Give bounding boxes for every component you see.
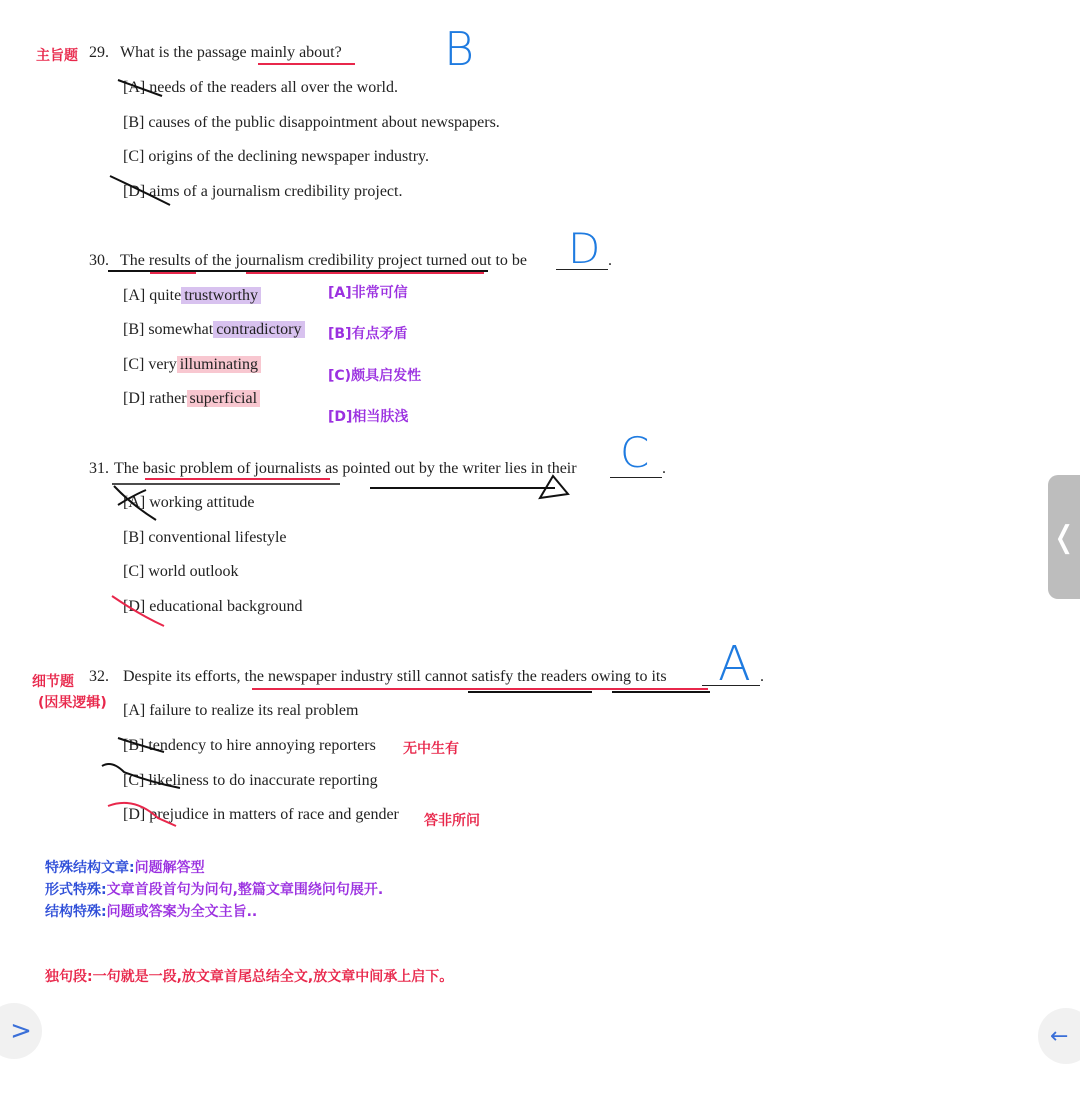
q32-stem: Despite its efforts, the newspaper industry still cannot satisfy the readers owing to its — [123, 668, 667, 685]
q29-handwritten-answer: B — [444, 22, 475, 76]
q29-option-b: [B] causes of the public disappointment about newspapers. — [123, 114, 500, 131]
note-special-structure-label: 特殊结构文章: — [45, 860, 135, 876]
note-structure-special-text: 问题或答案为全文主旨.. — [106, 904, 258, 920]
q31-option-a: [A] working attitude — [123, 494, 255, 511]
q31-arrow-head — [540, 476, 568, 498]
note-structure-special-label: 结构特殊: — [45, 904, 107, 920]
q30-option-c — [123, 356, 261, 374]
note-form-special — [45, 879, 383, 899]
q30-handwritten-answer: D — [568, 224, 601, 273]
q31-period: . — [662, 460, 666, 477]
q30-option-a-highlight: trustworthy — [181, 287, 261, 304]
q32-number: 32. — [89, 668, 109, 685]
q30-number: 30. — [89, 252, 109, 269]
q30-option-d-prefix: [D] rather — [123, 390, 187, 407]
q30-option-b-highlight: contradictory — [213, 321, 304, 338]
q32-option-c: [C] likeliness to do inaccurate reporting — [123, 772, 378, 789]
chevron-left-icon: ❬ — [1051, 519, 1077, 555]
q32-note-d: 答非所问 — [424, 813, 480, 829]
q31-option-d: [D] educational background — [123, 598, 303, 615]
q29-number: 29. — [89, 44, 109, 61]
q32-period: . — [760, 668, 764, 685]
q31-handwritten-answer: C — [620, 428, 650, 477]
question-type-tag-main-idea: 主旨题 — [36, 48, 78, 64]
q29-stem: What is the passage mainly about? — [120, 44, 342, 61]
q30-option-d — [123, 390, 260, 408]
q31-option-c: [C] world outlook — [123, 563, 239, 580]
q32-option-a: [A] failure to realize its real problem — [123, 702, 359, 719]
note-form-special-text: 文章首段首句为问句,整篇文章围绕问句展开. — [106, 882, 384, 898]
next-page-button[interactable] — [0, 1003, 42, 1059]
note-single-sentence-paragraph: 独句段:一句就是一段,放文章首尾总结全文,放文章中间承上启下。 — [45, 969, 454, 985]
q32-handwritten-answer: A — [718, 636, 751, 692]
q30-option-b — [123, 321, 305, 339]
arrow-left-icon: ← — [1050, 1023, 1069, 1049]
q30-note-c: [C)颇具启发性 — [328, 368, 422, 384]
q30-stem: The results of the journalism credibility project turned out to be — [120, 252, 528, 269]
q29-option-d: [D] aims of a journalism credibility project. — [123, 183, 403, 200]
q30-option-c-highlight: illuminating — [177, 356, 261, 373]
q30-option-d-highlight: superficial — [187, 390, 261, 407]
q29-option-c: [C] origins of the declining newspaper industry. — [123, 148, 430, 165]
q32-option-d: [D] prejudice in matters of race and gender — [123, 806, 399, 823]
question-type-tag-detail: 细节题 — [32, 674, 74, 690]
q31-stem: The basic problem of journalists as pointed out by the writer lies in their — [114, 460, 577, 477]
q30-note-b: [B]有点矛盾 — [328, 326, 408, 342]
question-type-tag-causal: (因果逻辑) — [38, 695, 107, 711]
q30-note-d: [D]相当肤浅 — [328, 409, 409, 425]
q30-option-a-prefix: [A] quite — [123, 287, 182, 304]
note-special-structure — [45, 857, 205, 877]
q30-option-b-prefix: [B] somewhat — [123, 321, 214, 338]
note-form-special-label: 形式特殊: — [45, 882, 107, 898]
q32-option-b: [B] tendency to hire annoying reporters — [123, 737, 376, 754]
side-panel-handle[interactable] — [1048, 475, 1080, 599]
back-button[interactable] — [1038, 1008, 1080, 1064]
note-structure-special — [45, 901, 257, 921]
q31-option-b: [B] conventional lifestyle — [123, 529, 287, 546]
q29-option-a: [A] needs of the readers all over the world. — [123, 79, 398, 96]
q31-number: 31. — [89, 460, 109, 477]
q32-note-b: 无中生有 — [403, 741, 459, 757]
chevron-right-icon: > — [10, 1016, 32, 1046]
q30-option-a — [123, 287, 261, 305]
q30-note-a: [A]非常可信 — [328, 285, 408, 301]
q30-option-c-prefix: [C] very — [123, 356, 177, 373]
q30-period: . — [608, 252, 612, 269]
note-special-structure-text: 问题解答型 — [134, 860, 205, 876]
